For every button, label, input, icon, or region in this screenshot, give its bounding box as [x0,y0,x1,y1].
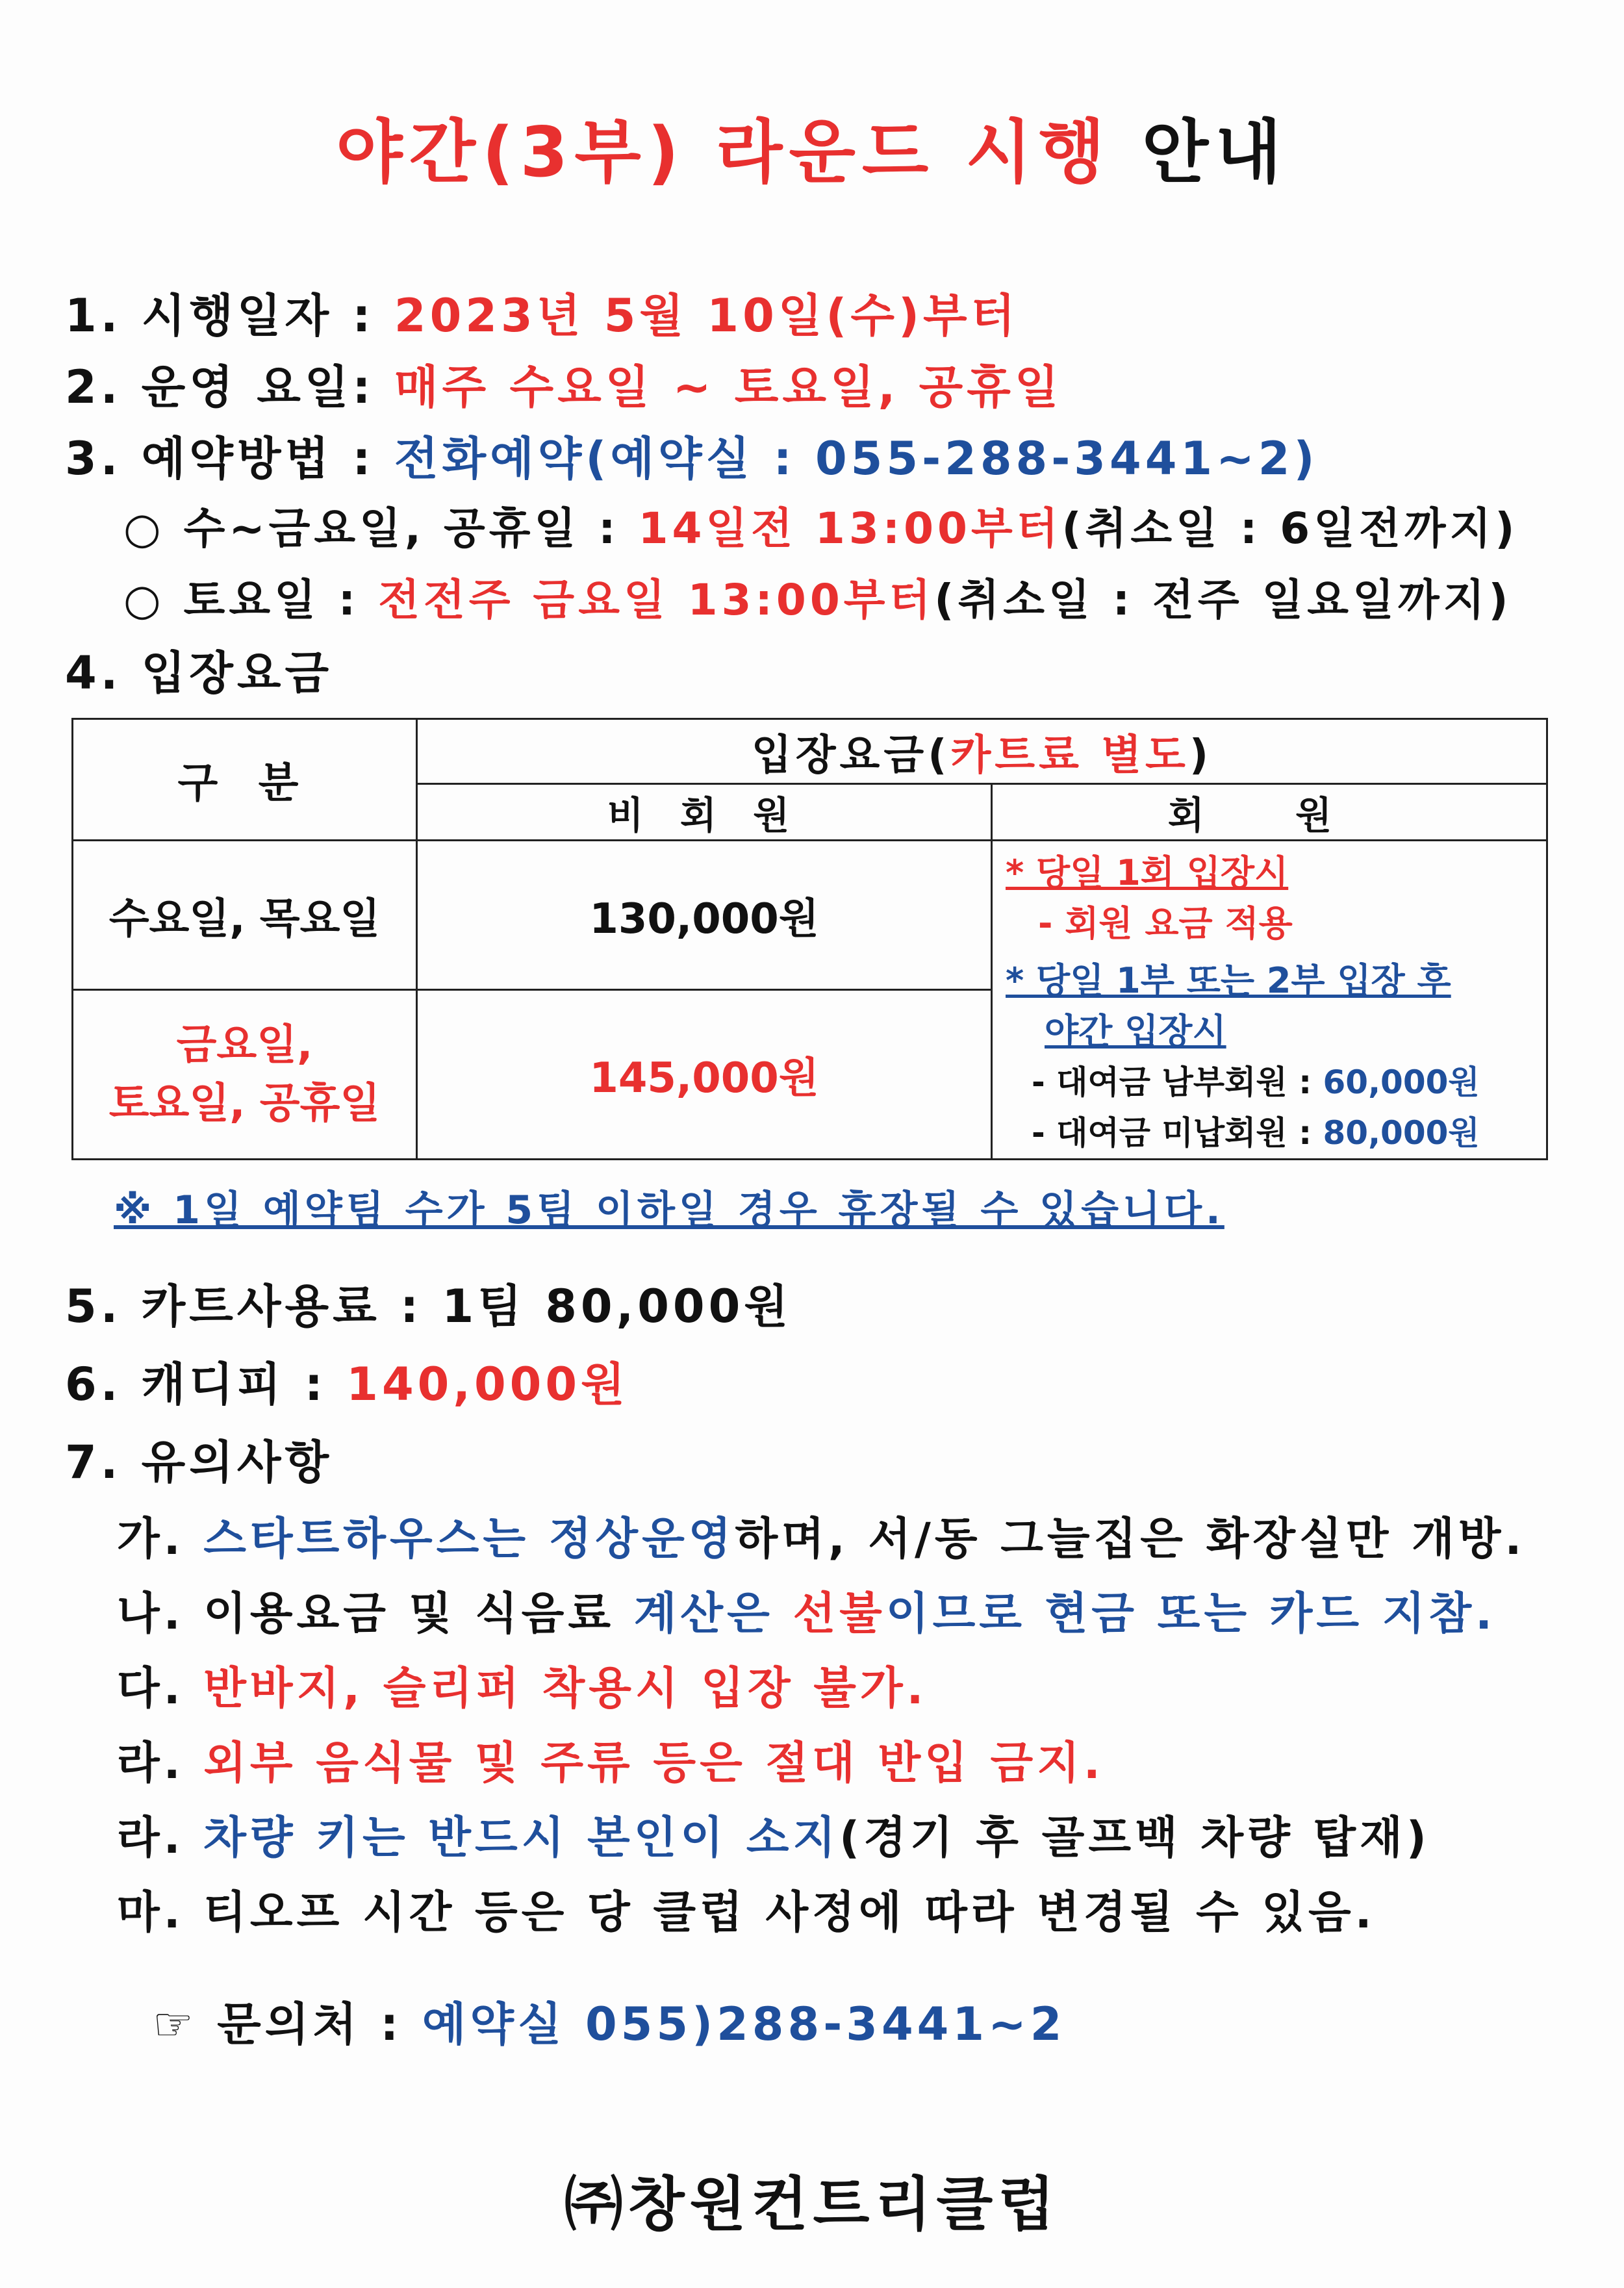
note-item [117,1653,928,1716]
member-price2-label: - 대여금 미납회원 : [1032,1114,1323,1152]
item-reserve-wed-label: ○ 수~금요일, 공휴일 : [123,503,639,553]
col-category: 구 분 [73,719,417,841]
note-prefix: 라. [117,1812,204,1864]
fee-table [71,718,1548,1160]
member-note2-sub: 야간 입장시 [1045,1011,1226,1052]
row2-price: 145,000원 [417,990,992,1160]
row1-category: 수요일, 목요일 [73,841,417,990]
item-caddie [65,1348,629,1414]
member-price2-value: 80,000원 [1323,1114,1480,1152]
contact-line [153,1988,1065,2053]
club-name: ㈜창원컨트리클럽 [564,2170,1060,2239]
col-fee-highlight: 카트료 별도 [950,731,1189,780]
item-reserve-wed [123,494,1518,555]
note-item [117,1504,1525,1567]
member-price2 [1006,1108,1546,1158]
item-reserve [65,422,1318,488]
item-days-label: 2. 운영 요일: [65,361,394,414]
note-prefix: 가. [117,1514,204,1565]
member-price1 [1006,1057,1546,1108]
fee-heading: 4. 입장요금 [65,646,333,700]
notes-heading: 7. 유의사항 [65,1436,333,1489]
item-reserve-sat-value: 전전주 금요일 13:00부터 [378,575,935,625]
item-reserve-wed-value: 14일전 13:00부터 [638,503,1062,553]
item-reserve-sat-label: ○ 토요일 : [123,575,379,625]
item-date-label: 1. 시행일자 : [65,289,394,342]
note-red: 반바지, 슬리퍼 착용시 입장 불가. [203,1663,928,1714]
contact-label: 문의처 : [197,1998,422,2051]
member-note1-sub: - 회원 요금 적용 [1038,903,1293,944]
row2-category-line1: 금요일, [176,1021,313,1070]
col-member: 회 원 [992,784,1547,841]
note-blue: 스타트하우스는 정상운영 [203,1514,735,1565]
contact-value: 예약실 055)288-3441~2 [422,1998,1066,2051]
closure-notice: ※ 1일 예약팀 수가 5팀 이하일 경우 휴장될 수 있습니다. [114,1188,1224,1233]
note-rest: (경기 후 골프백 차량 탑재) [839,1812,1430,1864]
title-red: 야간(3부) 라운드 시행 [336,112,1111,192]
pointing-hand-icon: ☞ [153,1998,197,2051]
member-info [992,841,1547,1160]
note-prefix: 나. [117,1588,204,1640]
item-caddie-value: 140,000원 [346,1358,629,1411]
member-note2: * 당일 1부 또는 2부 입장 후 [1006,960,1451,1001]
item-reserve-sat-cancel: (취소일 : 전주 일요일까지) [934,575,1512,625]
note-rest: 티오프 시간 등은 당 클럽 사정에 따라 변경될 수 있음. [203,1887,1376,1938]
member-price1-value: 60,000원 [1323,1063,1480,1101]
item-reserve-label: 3. 예약방법 : [65,432,394,485]
item-date [65,279,1019,345]
item-reserve-sat [123,565,1512,627]
item-days-value: 매주 수요일 ~ 토요일, 공휴일 [394,361,1063,414]
item-cart-value: 1팀 80,000원 [442,1280,792,1333]
member-note1: * 당일 1회 입장시 [1006,852,1289,893]
note-prefix: 다. [117,1663,204,1714]
note-plain: 이용요금 및 식음료 [203,1588,634,1640]
note-blue: 차량 키는 반드시 본인이 소지 [203,1812,840,1864]
note-prefix: 라. [117,1738,204,1789]
note-blue: 계산은 [633,1588,793,1640]
col-fee-prefix: 입장요금( [751,731,951,780]
item-reserve-wed-cancel: (취소일 : 6일전까지) [1061,503,1519,553]
note-item [117,1803,1430,1866]
row2-category [73,990,417,1160]
title-black: 안내 [1111,112,1288,192]
col-nonmember: 비 회 원 [417,784,992,841]
item-caddie-label: 6. 캐디피 : [65,1358,347,1411]
note-item [117,1579,1496,1642]
member-price1-label: - 대여금 남부회원 : [1032,1063,1323,1101]
page-title [0,97,1624,196]
row1-price: 130,000원 [417,841,992,990]
col-fee-suffix: ) [1189,731,1213,780]
note-blue2: 이므로 현금 또는 카드 지참. [885,1588,1496,1640]
note-item [117,1877,1376,1940]
note-rest: 하며, 서/동 그늘집은 화장실만 개방. [735,1514,1526,1565]
item-date-value: 2023년 5월 10일(수)부터 [394,289,1019,342]
row2-category-line2: 토요일, 공휴일 [108,1080,381,1128]
item-days [65,351,1062,416]
item-reserve-value: 전화예약(예약실 : 055-288-3441~2) [394,432,1319,485]
item-cart-label: 5. 카트사용료 : [65,1280,442,1333]
note-red: 선불 [793,1588,886,1640]
item-cart [65,1270,792,1336]
note-red: 외부 음식물 및 주류 등은 절대 반입 금지. [203,1738,1104,1789]
col-fee [417,719,1547,784]
note-prefix: 마. [117,1887,204,1938]
note-item [117,1728,1104,1791]
